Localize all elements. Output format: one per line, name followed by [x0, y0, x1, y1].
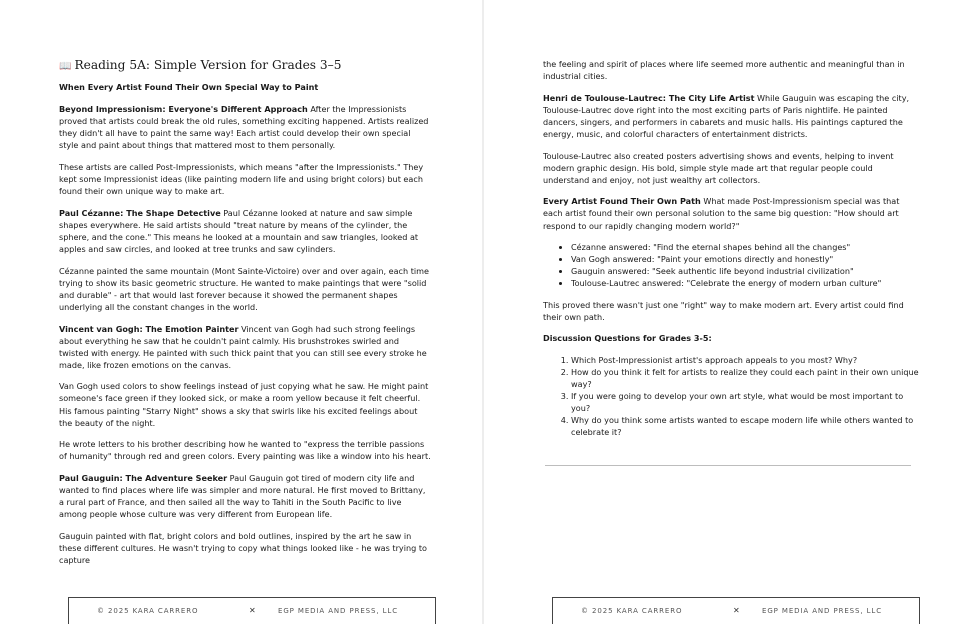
list-item: 4. Why do you think some artists wanted to escape modern life while others wanted to celebrate it?: [571, 414, 919, 438]
page-footer: [68, 597, 436, 624]
list-item: 1. Which Post-Impressionist artist's approach appeals to you most? Why?: [571, 354, 919, 366]
section-heading: Vincent van Gogh: The Emotion Painter: [59, 323, 239, 334]
book-icon: 📖: [59, 61, 72, 72]
paragraph: the feeling and spirit of places where life seemed more authentic and meaningful than in industrial cities.: [543, 59, 905, 82]
paragraph: Gauguin painted with flat, bright colors and bold outlines, inspired by the art he saw in these different cultures. He wasn't trying to copy what things looked like - he was trying to capture: [59, 530, 427, 565]
page-left: [0, 0, 482, 624]
list-item: • Toulouse-Lautrec answered: "Celebrate the energy of modern urban culture": [571, 277, 919, 289]
paragraph: [543, 195, 919, 231]
separator-icon: ✕: [733, 606, 741, 615]
paragraph-text: Vincent van Gogh had such strong feelings about everything he saw that he couldn't paint calmly. His brushstrokes swirled and twisted with energy. He painted with such thick paint that you can still see every stroke he made, like frozen emotions on the canvas.: [59, 323, 427, 370]
paragraph-text: After the Impressionists proved that artists could break the old rules, something exciting happened. Artists realized they didn't all have to paint the same way! Each artist could develop their own special style and paint about things that mattered most to them personally.: [59, 104, 429, 151]
paragraph: [59, 103, 431, 151]
list-item: • Gauguin answered: "Seek authentic life beyond industrial civilization": [571, 265, 919, 277]
page-right-content: [543, 58, 919, 438]
section-heading: Every Artist Found Their Own Path: [543, 196, 701, 207]
publisher-text: EGP MEDIA AND PRESS, LLC: [278, 607, 398, 615]
list-item: 3. If you were going to develop your own art style, what would be most important to you?: [571, 390, 919, 414]
paragraph: [543, 332, 919, 344]
paragraph: Cézanne painted the same mountain (Mont Sainte-Victoire) over and over again, each time trying to show its basic geometric structure. He wanted to make paintings that were "solid and durable" - art that would last forever because it showed the permanent shapes underlying all the constant changes in the world.: [59, 265, 429, 312]
copyright-text: © 2025 KARA CARRERO: [581, 607, 683, 615]
questions-list: [543, 354, 919, 439]
publisher-text: EGP MEDIA AND PRESS, LLC: [762, 607, 882, 615]
paragraph: He wrote letters to his brother describing how he wanted to "express the terrible passions of humanity" through red and green colors. Every painting was like a window into his heart.: [59, 439, 431, 462]
paragraph: These artists are called Post-Impressionists, which means "after the Impressionists." They kept some Impressionist ideas (like painting modern life and using bright colors) but each found their own unique way to make art.: [59, 161, 424, 197]
list-item: • Van Gogh answered: "Paint your emotions directly and honestly": [571, 253, 919, 265]
paragraph: [59, 207, 431, 255]
answers-list: [543, 241, 919, 289]
page-footer: [552, 597, 920, 624]
page-right: [484, 0, 966, 624]
reading-subtitle: When Every Artist Found Their Own Special Way to Paint: [59, 82, 319, 92]
section-heading: Henri de Toulouse-Lautrec: The City Life Artist: [543, 92, 755, 103]
questions-heading: Discussion Questions for Grades 3-5:: [543, 333, 712, 344]
copyright-text: © 2025 KARA CARRERO: [97, 607, 199, 615]
paragraph: Toulouse-Lautrec also created posters advertising shows and events, helping to invent modern graphic design. His bold, simple style made art that regular people could understand and enjoy, not just wealthy art collectors.: [543, 150, 894, 185]
paragraph-text: Paul Gauguin got tired of modern city life and wanted to find places where life was simpler and more natural. He first moved to Brittany, a rural part of France, and then sailed all the way to Tahiti in the South Pacific to live among people whose culture was very different from European life.: [59, 472, 426, 520]
paragraph: Van Gogh used colors to show feelings instead of just copying what he saw. He might paint someone's face green if they looked sick, or make a room yellow because it felt cheerful. His famous painting "Starry Night" shows a sky that swirls like his excited feelings about the beauty of the night.: [59, 381, 429, 428]
reading-title: [59, 57, 431, 75]
section-heading: Beyond Impressionism: Everyone's Different Approach: [59, 104, 308, 115]
paragraph-text: What made Post-Impressionism special was that each artist found their own personal solution to the same big question: "How should art respond to our rapidly changing modern world?": [543, 196, 900, 231]
list-item: 2. How do you think it felt for artists to realize they could each paint in their own unique way?: [571, 366, 919, 390]
paragraph: [59, 323, 431, 371]
paragraph: [543, 92, 919, 140]
paragraph-text: Paul Cézanne looked at nature and saw simple shapes everywhere. He said artists should "treat nature by means of the cylinder, the sphere, and the cone." This means he looked at a mountain and saw triangles, looked at apples and saw circles, and looked at tree trunks and saw cylinders.: [59, 207, 419, 255]
page-left-content: [59, 57, 431, 576]
reading-title-text: Reading 5A: Simple Version for Grades 3–5: [74, 58, 342, 72]
list-item: • Cézanne answered: "Find the eternal shapes behind all the changes": [571, 241, 919, 253]
paragraph: This proved there wasn't just one "right" way to make modern art. Every artist could find their own path.: [543, 299, 904, 322]
separator-icon: ✕: [249, 606, 257, 615]
section-heading: Paul Gauguin: The Adventure Seeker: [59, 472, 228, 483]
paragraph: [59, 472, 431, 520]
divider: [545, 465, 911, 466]
paragraph-text: While Gauguin was escaping the city, Toulouse-Lautrec dove right into the most exciting parts of Paris nightlife. He painted dancers, singers, and performers in cabarets and music halls. His paintings captured the energy, music, and colorful characters of entertainment districts.: [543, 92, 910, 139]
section-heading: Paul Cézanne: The Shape Detective: [59, 207, 221, 218]
